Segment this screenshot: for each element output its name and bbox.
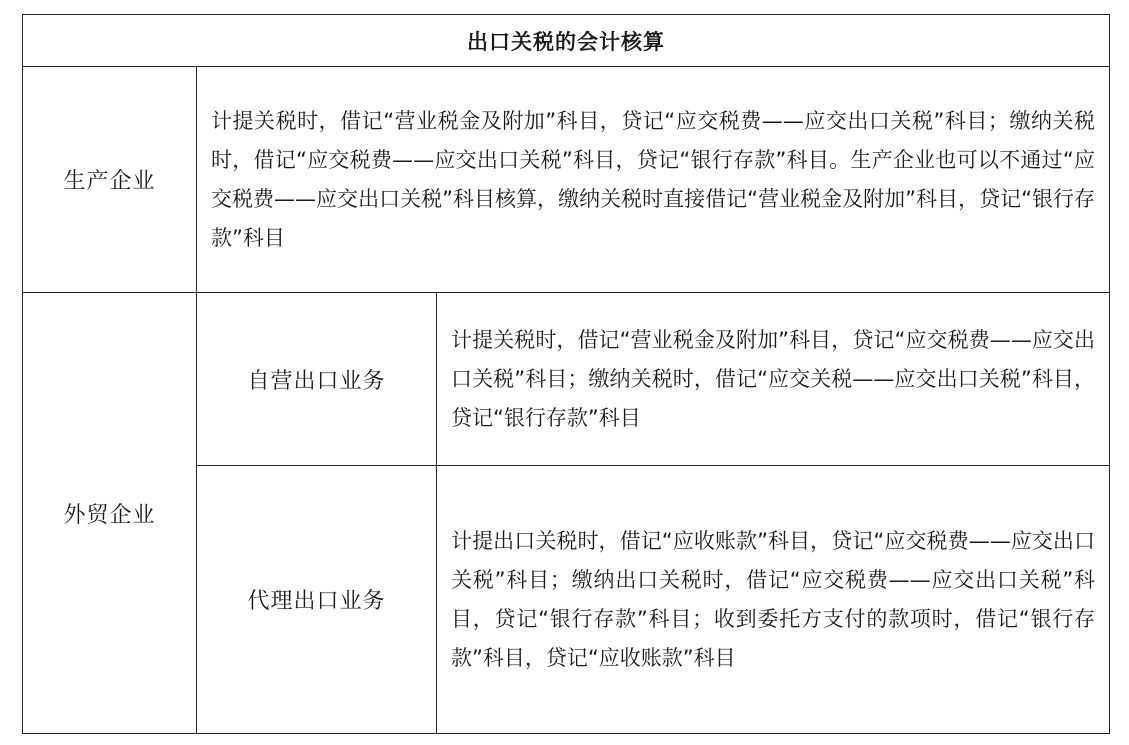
table-title: 出口关税的会计核算 [23, 15, 1110, 67]
self-export-label: 自营出口业务 [197, 293, 437, 466]
trade-enterprise-label: 外贸企业 [23, 293, 197, 734]
production-enterprise-label: 生产企业 [23, 67, 197, 293]
agency-export-label: 代理出口业务 [197, 466, 437, 734]
production-enterprise-content: 计提关税时，借记“营业税金及附加”科目，贷记“应交税费——应交出口关税”科目；缴纳关税时，借记“应交税费——应交出口关税”科目，贷记“银行存款”科目。生产企业也可以不通过“应交税费——应交出口关税”科目核算，缴纳关税时直接借记“营业税金及附加”科目，贷记“银行存款”科目 [197, 67, 1110, 293]
self-export-content: 计提关税时，借记“营业税金及附加”科目，贷记“应交税费——应交出口关税”科目；缴纳关税时，借记“应交关税——应交出口关税”科目，贷记“银行存款”科目 [437, 293, 1110, 466]
agency-export-content: 计提出口关税时，借记“应收账款”科目，贷记“应交税费——应交出口关税”科目；缴纳出口关税时，借记“应交税费——应交出口关税”科目，贷记“银行存款”科目；收到委托方支付的款项时，借记“银行存款”科目，贷记“应收账款”科目 [437, 466, 1110, 734]
export-tariff-accounting-table [22, 14, 1110, 734]
